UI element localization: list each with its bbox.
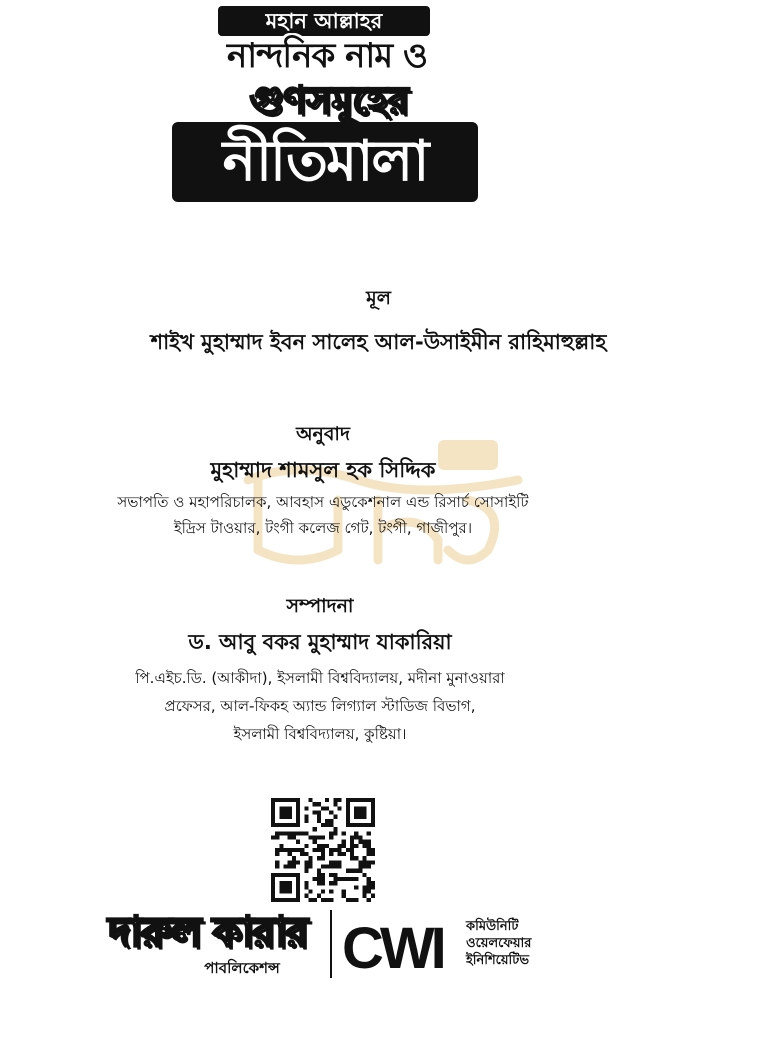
original-label: মূল: [366, 287, 391, 309]
original-author: শাইখ মুহাম্মাদ ইবন সালেহ আল-উসাইমীন রাহিমাহুল্লাহ: [150, 330, 607, 354]
editor-desc-2: প্রফেসর, আল-ফিকহ অ্যান্ড লিগ্যাল স্টাডিজ বিভাগ,: [164, 697, 476, 715]
qr-code-icon: [270, 798, 376, 902]
partner-line-1: কমিউনিটি: [466, 919, 519, 934]
editor-desc-3: ইসলামী বিশ্ববিদ্যালয়, কুষ্টিয়া।: [233, 725, 407, 743]
translator-name: মুহাম্মাদ শামসুল হক সিদ্দিক: [210, 458, 436, 482]
translator-desc-1: সভাপতি ও মহাপরিচালক, আবহাস এডুকেশনাল এন্ড রিসার্চ সোসাইটি: [117, 493, 529, 511]
title-line-4: নীতিমালা: [172, 122, 478, 202]
publisher-sub: পাবলিকেশন্স: [204, 959, 280, 977]
book-title: [170, 4, 480, 204]
partner-line-2: ওয়েলফেয়ার: [466, 936, 532, 951]
translator-desc-2: ইদ্রিস টাওয়ার, টংগী কলেজ গেট, টংগী, গাজীপুর।: [173, 519, 473, 537]
logo-divider: [330, 910, 332, 978]
editor-name: ড. আবু বকর মুহাম্মাদ যাকারিয়া: [188, 630, 452, 654]
partner-name: [466, 918, 576, 969]
editing-label: সম্পাদনা: [286, 595, 354, 617]
publisher-name: দারুল কারার: [107, 907, 307, 956]
partner-line-3: ইনিশিয়েটিভ: [466, 953, 530, 968]
title-line-2: নান্দনিক নাম ও: [227, 36, 427, 76]
title-line-1: মহান আল্লাহর: [218, 6, 430, 36]
translation-label: অনুবাদ: [296, 423, 350, 445]
cwi-logo-text: CWI: [342, 916, 443, 976]
title-line-3: গুণসমূহের: [249, 78, 409, 122]
editor-desc-1: পি.এইচ.ডি. (আকীদা), ইসলামী বিশ্ববিদ্যালয়, মদীনা মুনাওয়ারা: [135, 669, 505, 687]
cwi-logo-icon: [342, 914, 460, 976]
publisher-logo: [92, 906, 322, 984]
